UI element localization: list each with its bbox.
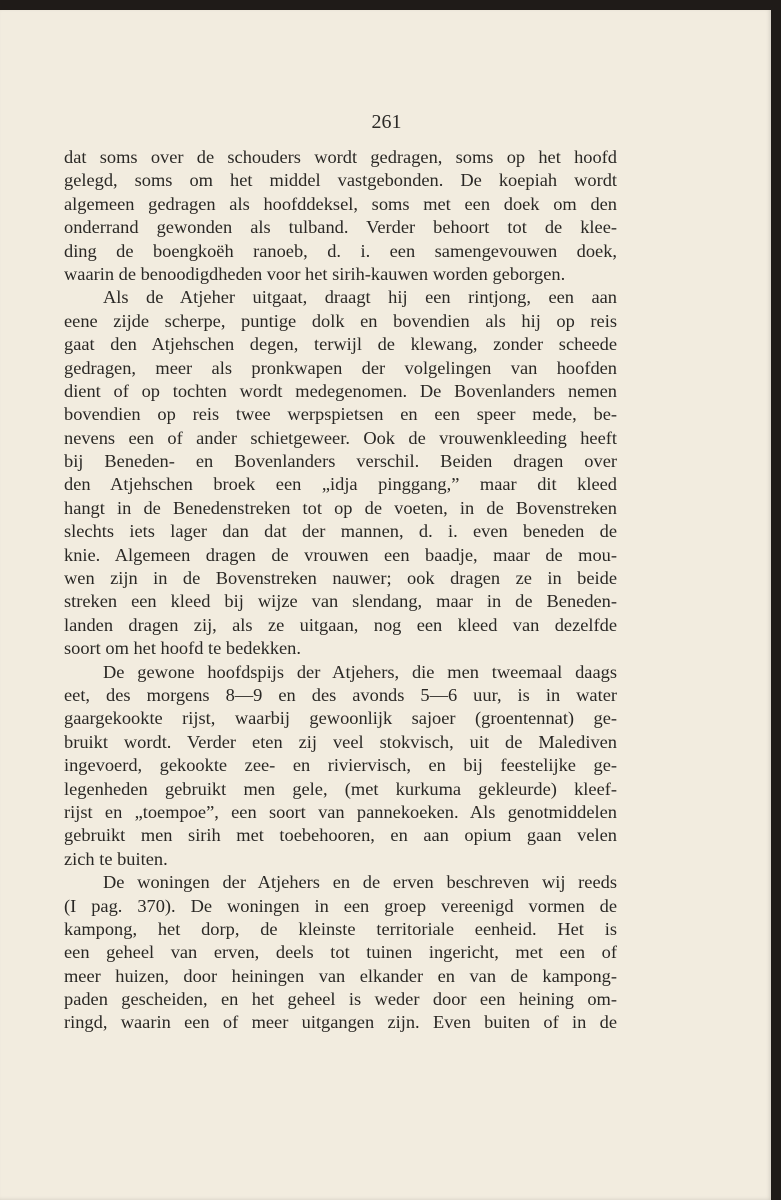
- text-line: wen zijn in de Bovenstreken nauwer; ook dragen ze in beide: [64, 568, 617, 589]
- page-number: 261: [371, 111, 402, 133]
- text-line: hangt in de Benedenstreken tot op de voeten, in de Bovenstreken: [64, 497, 617, 518]
- text-line: nevens een of ander schietgeweer. Ook de vrouwenkleeding heeft: [64, 427, 617, 448]
- text-line: den Atjehschen broek een „idja pinggang,” maar dit kleed: [64, 474, 617, 495]
- text-line: ding de boengkoëh ranoeb, d. i. een samengevouwen doek,: [64, 240, 617, 261]
- text-line: waarin de benoodigdheden voor het sirih-kauwen worden geborgen.: [64, 263, 566, 284]
- text-line: meer huizen, door heiningen van elkander en van de kampong-: [64, 965, 617, 986]
- text-line: gaat den Atjehschen degen, terwijl de klewang, zonder scheede: [64, 334, 617, 355]
- text-line: bij Beneden- en Bovenlanders verschil. Beiden dragen over: [64, 451, 617, 472]
- text-line: (I pag. 370). De woningen in een groep vereenigd vormen de: [64, 895, 617, 916]
- text-line: streken een kleed bij wijze van slendang, maar in de Beneden-: [64, 591, 617, 612]
- text-line: algemeen gedragen als hoofddeksel, soms met een doek om den: [64, 193, 617, 214]
- text-line: dient of op tochten wordt medegenomen. De Bovenlanders nemen: [64, 380, 617, 401]
- text-line: legenheden gebruikt men gele, (met kurkuma gekleurde) kleef-: [64, 778, 617, 799]
- text-line: zich te buiten.: [64, 848, 168, 869]
- text-line: De woningen der Atjehers en de erven beschreven wij reeds: [103, 872, 617, 893]
- text-line: eene zijde scherpe, puntige dolk en bovendien als hij op reis: [64, 310, 617, 331]
- text-line: ringd, waarin een of meer uitgangen zijn. Even buiten of in de: [64, 1012, 617, 1033]
- text-line: onderrand gewonden als tulband. Verder behoort tot de klee-: [64, 217, 617, 238]
- text-line: bruikt wordt. Verder eten zij veel stokvisch, uit de Malediven: [64, 731, 617, 752]
- text-line: knie. Algemeen dragen de vrouwen een baadje, maar de mou-: [64, 544, 617, 565]
- text-line: rijst en „toempoe”, een soort van pannekoeken. Als genotmiddelen: [64, 801, 617, 822]
- text-line: gaargekookte rijst, waarbij gewoonlijk sajoer (groentennat) ge-: [64, 708, 617, 729]
- paper-sheet: [0, 8, 773, 1200]
- text-line: gedragen, meer als pronkwapen der volgelingen van hoofden: [64, 357, 617, 378]
- text-line: landen dragen zij, als ze uitgaan, nog een kleed van dezelfde: [64, 614, 617, 635]
- text-line: een geheel van erven, deels tot tuinen ingericht, met een of: [64, 942, 617, 963]
- body-text: [64, 146, 617, 1035]
- scan-frame-top: [0, 0, 781, 10]
- text-line: bovendien op reis twee werpspietsen en een speer mede, be-: [64, 404, 617, 425]
- text-line: paden gescheiden, en het geheel is weder door een heining om-: [64, 989, 617, 1010]
- text-line: kampong, het dorp, de kleinste territoriale eenheid. Het is: [64, 918, 617, 939]
- text-line: dat soms over de schouders wordt gedragen, soms op het hoofd: [64, 147, 617, 167]
- text-line: gebruikt men sirih met toebehooren, en aan opium gaan velen: [64, 825, 617, 846]
- text-line: Als de Atjeher uitgaat, draagt hij een rintjong, een aan: [103, 287, 617, 308]
- scan-frame-right: [771, 0, 781, 1200]
- text-line: slechts iets lager dan dat der mannen, d. i. even beneden de: [64, 521, 617, 542]
- text-line: De gewone hoofdspijs der Atjehers, die men tweemaal daags: [103, 661, 617, 682]
- text-line: soort om het hoofd te bedekken.: [64, 638, 301, 659]
- text-line: ingevoerd, gekookte zee- en riviervisch, en bij feestelijke ge-: [64, 755, 617, 776]
- text-line: gelegd, soms om het middel vastgebonden. De koepiah wordt: [64, 170, 617, 191]
- text-line: eet, des morgens 8—9 en des avonds 5—6 uur, is in water: [64, 684, 617, 705]
